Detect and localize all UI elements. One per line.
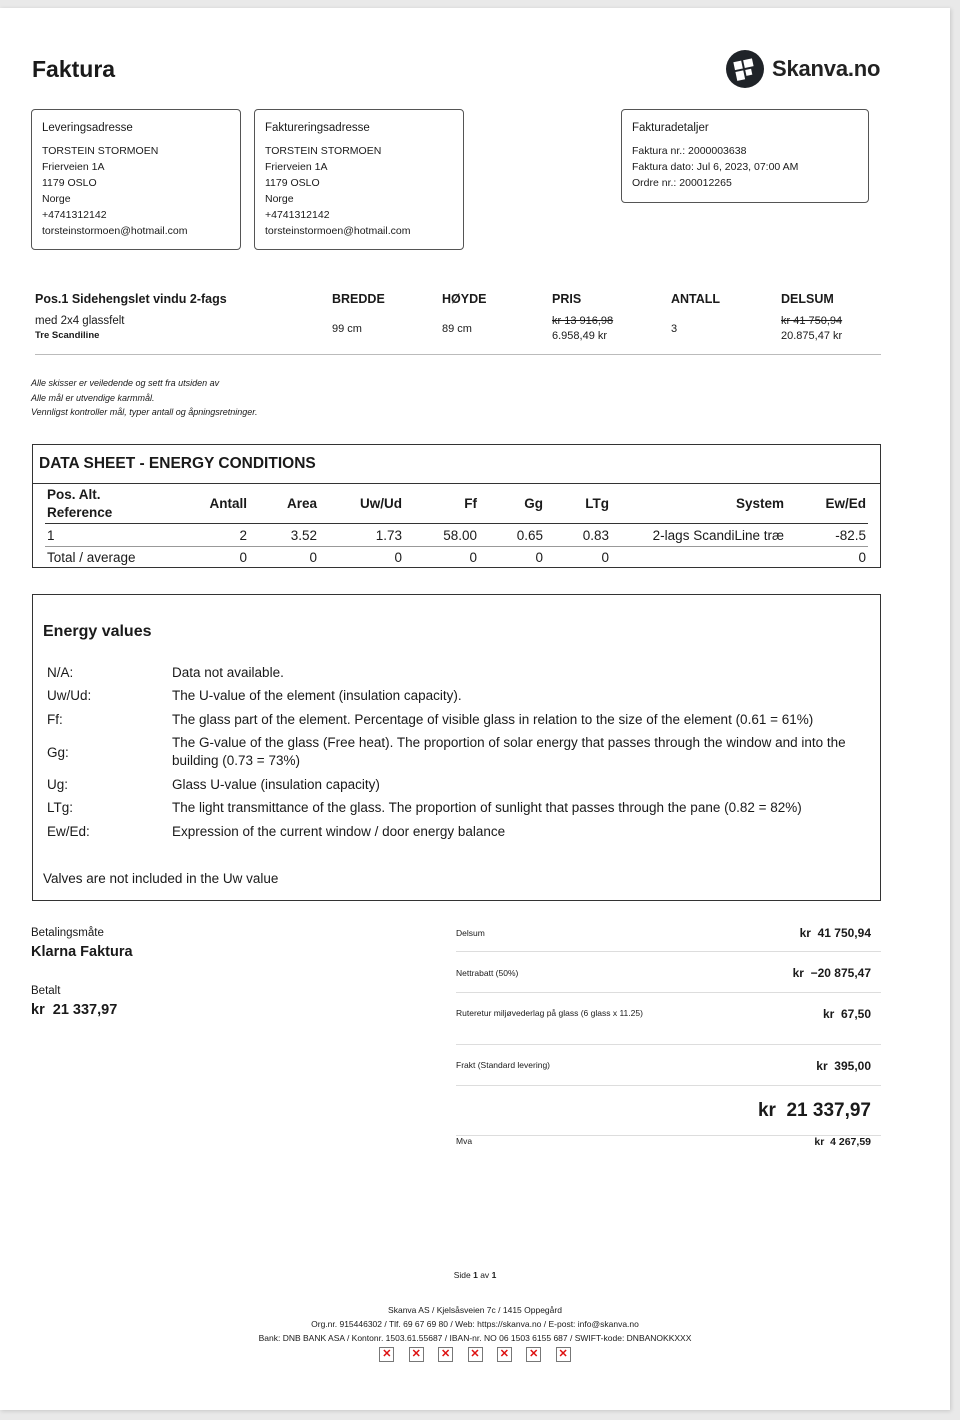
term-na: N/A: bbox=[47, 665, 74, 680]
def-ff: The glass part of the element. Percentage of visible glass in relation to the size of the element (0.61 = 61%) bbox=[172, 712, 814, 727]
total-gg: 0 bbox=[535, 550, 543, 565]
paid-amount: kr 21 337,97 bbox=[31, 1002, 118, 1018]
item-subtotal-old: kr 41 750,94 bbox=[781, 315, 843, 327]
page-sep: av bbox=[480, 1270, 490, 1280]
def-ew-ed: Expression of the current window / door energy balance bbox=[172, 824, 506, 839]
delivery-city: 1179 OSLO bbox=[42, 177, 97, 189]
details-heading: Fakturadetaljer bbox=[632, 122, 709, 134]
page-number bbox=[0, 1268, 950, 1282]
def-ltg: The light transmittance of the glass. The proportion of sunlight that passes through the pane (0.82 = 82%) bbox=[172, 800, 802, 815]
row-gg: 0.65 bbox=[516, 528, 543, 543]
order-number: Ordre nr.: 200012265 bbox=[632, 177, 732, 189]
broken-image-icon: ✕ bbox=[438, 1347, 453, 1362]
header-uw-ud: Uw/Ud bbox=[360, 496, 402, 511]
broken-image-icon: ✕ bbox=[526, 1347, 541, 1362]
row-ff: 58.00 bbox=[443, 528, 477, 543]
item-description: med 2x4 glassfelt bbox=[35, 315, 125, 327]
broken-image-icon: ✕ bbox=[409, 1347, 424, 1362]
billing-heading: Faktureringsadresse bbox=[265, 122, 370, 134]
footer-bank: Bank: DNB BANK ASA / Kontonr. 1503.61.55687 / IBAN-nr. NO 06 1503 6155 687 / SWIFT-kode: DNBANOKKXXX bbox=[258, 1333, 692, 1343]
energy-values-box bbox=[32, 594, 881, 901]
invoice-number: Faktura nr.: 2000003638 bbox=[632, 145, 747, 157]
billing-address-box bbox=[254, 109, 464, 250]
energy-datasheet bbox=[32, 444, 881, 568]
delivery-address-box bbox=[31, 109, 241, 250]
delivery-phone: +4741312142 bbox=[42, 209, 107, 221]
invoice-date: Faktura dato: Jul 6, 2023, 07:00 AM bbox=[632, 161, 799, 173]
item-height: 89 cm bbox=[442, 323, 472, 335]
billing-street: Frierveien 1A bbox=[265, 161, 328, 173]
vat-label: Mva bbox=[456, 1136, 473, 1146]
freight-label: Frakt (Standard levering) bbox=[456, 1060, 551, 1070]
header-ew-ed: Ew/Ed bbox=[825, 496, 866, 511]
datasheet-title: DATA SHEET - ENERGY CONDITIONS bbox=[39, 455, 316, 472]
company-footer bbox=[0, 1303, 950, 1345]
payment-logos bbox=[0, 1347, 950, 1366]
term-uw-ud: Uw/Ud: bbox=[47, 688, 92, 703]
header-ltg: LTg bbox=[585, 496, 609, 511]
item-table bbox=[35, 292, 881, 358]
summary-divider bbox=[456, 1085, 881, 1086]
vat-value: kr 4 267,59 bbox=[814, 1136, 871, 1148]
broken-image-icon: ✕ bbox=[497, 1347, 512, 1362]
total-ltg: 0 bbox=[601, 550, 609, 565]
broken-image-icon: ✕ bbox=[379, 1347, 394, 1362]
freight-value: kr 395,00 bbox=[816, 1059, 871, 1073]
row-ew-ed: -82.5 bbox=[835, 528, 866, 543]
billing-name: TORSTEIN STORMOEN bbox=[265, 145, 382, 157]
disclaimer-notes bbox=[31, 376, 257, 420]
datasheet-separator bbox=[33, 483, 880, 484]
term-ug: Ug: bbox=[47, 777, 69, 792]
total-ff: 0 bbox=[469, 550, 477, 565]
billing-email: torsteinstormoen@hotmail.com bbox=[265, 225, 411, 237]
summary-divider bbox=[456, 1044, 881, 1045]
note-line: Alle skisser er veiledende og sett fra utsiden av bbox=[31, 378, 220, 388]
term-ew-ed: Ew/Ed: bbox=[47, 824, 90, 839]
def-uw-ud: The U-value of the element (insulation capacity). bbox=[172, 688, 462, 703]
item-subtotal-new: 20.875,47 kr bbox=[781, 330, 843, 342]
subtotal-value: kr 41 750,94 bbox=[799, 926, 871, 940]
summary-divider bbox=[456, 992, 881, 993]
datasheet-row-rule bbox=[45, 546, 868, 547]
total-ew-ed: 0 bbox=[858, 550, 866, 565]
subtotal-label: Delsum bbox=[456, 928, 485, 938]
note-line: Alle mål er utvendige karmmål. bbox=[31, 392, 155, 403]
invoice-page bbox=[0, 8, 950, 1410]
header-antall: Antall bbox=[209, 496, 247, 511]
item-price-old: kr 13 916,98 bbox=[552, 315, 614, 327]
total-antall: 0 bbox=[239, 550, 247, 565]
discount-value: kr −20 875,47 bbox=[792, 966, 871, 980]
payment-method-label: Betalingsmåte bbox=[31, 927, 104, 939]
paid-label: Betalt bbox=[31, 985, 61, 997]
row-ltg: 0.83 bbox=[582, 528, 609, 543]
billing-country: Norge bbox=[265, 193, 294, 205]
total-area: 0 bbox=[309, 550, 317, 565]
col-price-header: PRIS bbox=[552, 292, 582, 306]
item-divider bbox=[35, 354, 881, 355]
delivery-heading: Leveringsadresse bbox=[42, 122, 133, 134]
env-fee-value: kr 67,50 bbox=[822, 1007, 871, 1021]
discount-label: Nettrabatt (50%) bbox=[456, 968, 519, 978]
delivery-street: Frierveien 1A bbox=[42, 161, 105, 173]
row-ref: 1 bbox=[47, 528, 55, 543]
term-ff: Ff: bbox=[47, 712, 63, 727]
summary-divider bbox=[456, 951, 881, 952]
row-area: 3.52 bbox=[290, 528, 317, 543]
header-gg: Gg bbox=[524, 496, 543, 511]
header-system: System bbox=[735, 496, 784, 511]
billing-city: 1179 OSLO bbox=[265, 177, 320, 189]
term-gg: Gg: bbox=[47, 745, 69, 760]
env-fee-label: Ruteretur miljøvederlag på glass (6 glass x 11.25) bbox=[456, 1008, 643, 1018]
row-antall: 2 bbox=[239, 528, 247, 543]
brand-name: Skanva.no bbox=[772, 56, 881, 81]
brand-logo bbox=[726, 50, 880, 88]
total-label: Total / average bbox=[47, 550, 136, 565]
def-ug: Glass U-value (insulation capacity) bbox=[172, 777, 380, 792]
item-material: Tre Scandiline bbox=[35, 330, 100, 341]
row-system: 2-lags ScandiLine træ bbox=[652, 528, 784, 543]
page-prefix: Side bbox=[453, 1270, 471, 1280]
grand-total: kr 21 337,97 bbox=[757, 1100, 871, 1121]
delivery-name: TORSTEIN STORMOEN bbox=[42, 145, 159, 157]
energy-title: Energy values bbox=[43, 623, 152, 640]
invoice-details-box bbox=[621, 109, 869, 203]
delivery-email: torsteinstormoen@hotmail.com bbox=[42, 225, 188, 237]
def-gg: The G-value of the glass (Free heat). The proportion of solar energy that passes through the window and into the building (0.73 = 73%) bbox=[172, 735, 846, 768]
item-product-title: Pos.1 Sidehengslet vindu 2-fags bbox=[35, 292, 227, 306]
skanva-logo-icon bbox=[726, 50, 764, 88]
broken-image-icon: ✕ bbox=[468, 1347, 483, 1362]
payment-method: Klarna Faktura bbox=[31, 944, 133, 960]
total-uw-ud: 0 bbox=[394, 550, 402, 565]
row-uw-ud: 1.73 bbox=[375, 528, 402, 543]
col-subtotal-header: DELSUM bbox=[781, 292, 834, 306]
col-height-header: HØYDE bbox=[442, 292, 487, 306]
datasheet-header-rule bbox=[45, 523, 868, 524]
footer-contact: Org.nr. 915446302 / Tlf. 69 67 69 80 / Web: https://skanva.no / E-post: info@skanva.no bbox=[311, 1319, 639, 1329]
col-qty-header: ANTALL bbox=[671, 292, 721, 306]
footer-address: Skanva AS / Kjelsåsveien 7c / 1415 Oppegård bbox=[388, 1305, 562, 1315]
page-current: 1 bbox=[473, 1270, 478, 1280]
col-width-header: BREDDE bbox=[332, 292, 385, 306]
page-total: 1 bbox=[491, 1270, 497, 1280]
def-na: Data not available. bbox=[172, 665, 284, 680]
term-ltg: LTg: bbox=[47, 800, 74, 815]
billing-phone: +4741312142 bbox=[265, 209, 330, 221]
energy-footnote: Valves are not included in the Uw value bbox=[43, 871, 279, 886]
item-width: 99 cm bbox=[332, 323, 362, 335]
header-ff: Ff bbox=[464, 496, 477, 511]
header-area: Area bbox=[286, 496, 317, 511]
header-pos-alt: Pos. Alt. bbox=[47, 487, 101, 502]
header-reference: Reference bbox=[47, 505, 113, 520]
note-line: Vennligst kontroller mål, typer antall og åpningsretninger. bbox=[31, 407, 258, 417]
delivery-country: Norge bbox=[42, 193, 71, 205]
broken-image-icon: ✕ bbox=[556, 1347, 571, 1362]
page-title: Faktura bbox=[32, 56, 116, 82]
item-price-new: 6.958,49 kr bbox=[552, 330, 608, 342]
item-qty: 3 bbox=[671, 323, 678, 335]
